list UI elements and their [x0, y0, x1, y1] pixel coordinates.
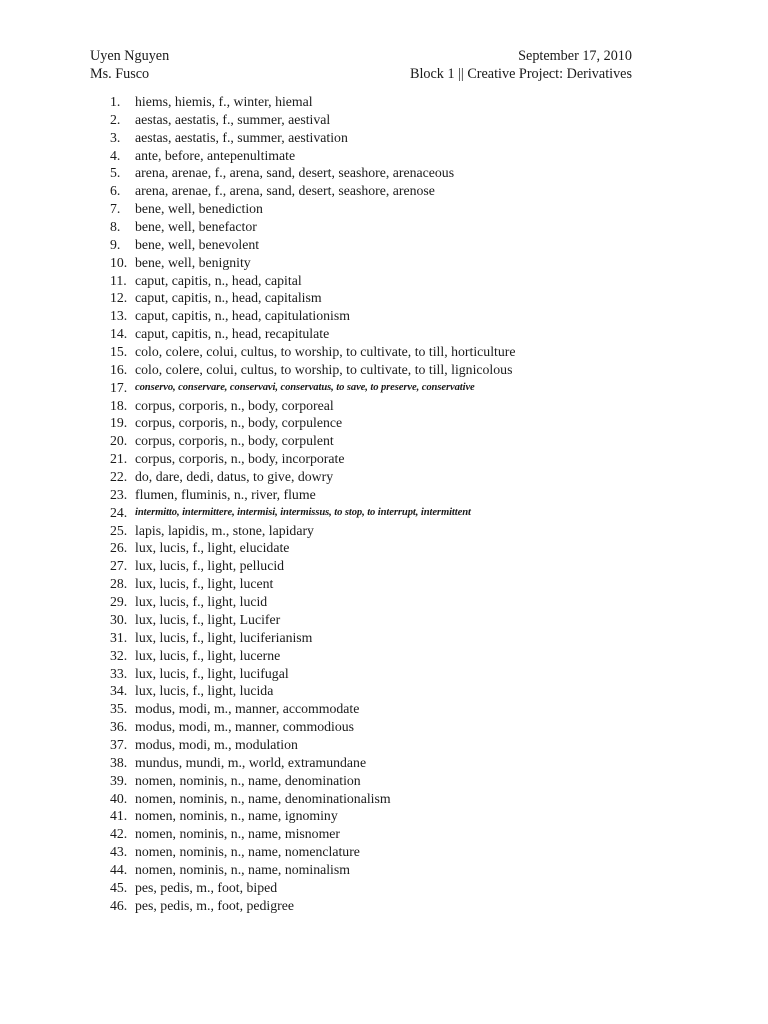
list-item	[110, 307, 515, 325]
item-number: 14.	[110, 326, 128, 342]
item-text: modus, modi, m., manner, commodious	[135, 719, 355, 735]
item-number: 15.	[110, 344, 128, 360]
item-text: nomen, nominis, n., name, denomination	[135, 772, 361, 788]
list-item	[110, 807, 515, 825]
list-item	[110, 825, 515, 843]
item-number: 42.	[110, 826, 128, 842]
item-number: 17.	[110, 379, 128, 395]
item-text: conservo, conservare, conservavi, conservatus, to save, to preserve, conservative	[135, 381, 475, 393]
list-item	[110, 736, 515, 754]
list-item	[110, 289, 515, 307]
list-item	[110, 218, 515, 236]
list-item	[110, 272, 515, 290]
item-number: 45.	[110, 879, 128, 895]
item-number: 37.	[110, 736, 128, 752]
item-number: 41.	[110, 808, 128, 824]
item-text: corpus, corporis, n., body, corpulence	[135, 415, 343, 431]
item-number: 23.	[110, 486, 128, 502]
list-item	[110, 557, 515, 575]
item-text: aestas, aestatis, f., summer, aestivation	[135, 129, 348, 145]
item-text: caput, capitis, n., head, capitulationism	[135, 308, 350, 324]
item-text: pes, pedis, m., foot, biped	[135, 879, 278, 895]
item-text: arena, arenae, f., arena, sand, desert, seashore, arenaceous	[135, 165, 455, 181]
item-number: 3.	[110, 129, 121, 145]
list-item	[110, 397, 515, 415]
item-number: 31.	[110, 629, 128, 645]
header-row-2	[90, 65, 632, 83]
list-item	[110, 200, 515, 218]
item-number: 7.	[110, 201, 121, 217]
item-number: 12.	[110, 290, 128, 306]
item-text: caput, capitis, n., head, capital	[135, 272, 302, 288]
item-number: 24.	[110, 504, 128, 520]
item-number: 5.	[110, 165, 121, 181]
list-item	[110, 611, 515, 629]
item-number: 11.	[110, 272, 127, 288]
student-name: Uyen Nguyen	[90, 48, 170, 64]
derivatives-list	[110, 93, 515, 915]
item-text: lux, lucis, f., light, lucent	[135, 576, 274, 592]
item-text: lux, lucis, f., light, pellucid	[135, 558, 285, 574]
item-number: 38.	[110, 754, 128, 770]
item-text: bene, well, benediction	[135, 201, 263, 217]
item-text: corpus, corporis, n., body, corporeal	[135, 397, 334, 413]
item-number: 27.	[110, 558, 128, 574]
list-item	[110, 539, 515, 557]
item-number: 46.	[110, 897, 128, 913]
item-text: nomen, nominis, n., name, denominationalism	[135, 790, 391, 806]
item-number: 25.	[110, 522, 128, 538]
list-item	[110, 772, 515, 790]
item-text: modus, modi, m., modulation	[135, 736, 298, 752]
item-text: lux, lucis, f., light, lucid	[135, 594, 268, 610]
list-item	[110, 432, 515, 450]
item-text: ante, before, antepenultimate	[135, 147, 296, 163]
item-text: nomen, nominis, n., name, misnomer	[135, 826, 341, 842]
list-item	[110, 379, 515, 397]
list-item	[110, 647, 515, 665]
item-number: 9.	[110, 236, 121, 252]
item-text: lux, lucis, f., light, luciferianism	[135, 629, 313, 645]
list-item	[110, 254, 515, 272]
item-text: hiems, hiemis, f., winter, hiemal	[135, 94, 313, 109]
item-number: 13.	[110, 308, 128, 324]
list-item	[110, 575, 515, 593]
item-number: 18.	[110, 397, 128, 413]
list-item	[110, 129, 515, 147]
item-number: 26.	[110, 540, 128, 556]
item-number: 6.	[110, 183, 121, 199]
item-number: 10.	[110, 254, 128, 270]
item-text: lux, lucis, f., light, lucerne	[135, 647, 281, 663]
item-number: 43.	[110, 844, 128, 860]
list-item	[110, 754, 515, 772]
item-text: lux, lucis, f., light, lucifugal	[135, 665, 289, 681]
item-number: 33.	[110, 665, 128, 681]
list-item	[110, 325, 515, 343]
item-text: colo, colere, colui, cultus, to worship, to cultivate, to till, horticulture	[135, 344, 516, 360]
item-text: pes, pedis, m., foot, pedigree	[135, 897, 295, 913]
item-number: 20.	[110, 433, 128, 449]
item-number: 34.	[110, 683, 128, 699]
item-text: lux, lucis, f., light, elucidate	[135, 540, 290, 556]
block-project-title: Block 1 || Creative Project: Derivatives	[410, 66, 632, 82]
item-text: do, dare, dedi, datus, to give, dowry	[135, 469, 334, 485]
item-number: 28.	[110, 576, 128, 592]
item-number: 44.	[110, 861, 128, 877]
item-text: arena, arenae, f., arena, sand, desert, seashore, arenose	[135, 183, 435, 199]
item-number: 8.	[110, 219, 121, 235]
item-number: 21.	[110, 451, 128, 467]
list-item	[110, 861, 515, 879]
list-item	[110, 361, 515, 379]
item-text: lapis, lapidis, m., stone, lapidary	[135, 522, 314, 538]
item-text: bene, well, benevolent	[135, 236, 260, 252]
item-number: 1.	[110, 94, 121, 109]
list-item	[110, 843, 515, 861]
item-text: caput, capitis, n., head, capitalism	[135, 290, 322, 306]
item-text: mundus, mundi, m., world, extramundane	[135, 754, 367, 770]
item-number: 36.	[110, 719, 128, 735]
list-item	[110, 486, 515, 504]
list-item	[110, 522, 515, 540]
list-item	[110, 450, 515, 468]
item-text: caput, capitis, n., head, recapitulate	[135, 326, 330, 342]
list-item	[110, 790, 515, 808]
list-item	[110, 164, 515, 182]
item-number: 22.	[110, 469, 128, 485]
list-item	[110, 343, 515, 361]
list-item	[110, 682, 515, 700]
list-item	[110, 504, 515, 522]
item-text: bene, well, benignity	[135, 254, 251, 270]
item-number: 39.	[110, 772, 128, 788]
document-header	[90, 47, 632, 83]
item-text: flumen, fluminis, n., river, flume	[135, 486, 316, 502]
item-text: colo, colere, colui, cultus, to worship, to cultivate, to till, lignicolous	[135, 361, 513, 377]
item-number: 16.	[110, 361, 128, 377]
item-number: 4.	[110, 147, 121, 163]
list-item	[110, 182, 515, 200]
list-item	[110, 718, 515, 736]
list-item	[110, 665, 515, 683]
item-text: lux, lucis, f., light, lucida	[135, 683, 274, 699]
list-item	[110, 897, 515, 915]
list-item	[110, 147, 515, 165]
list-item	[110, 593, 515, 611]
item-text: intermitto, intermittere, intermisi, intermissus, to stop, to interrupt, intermittent	[135, 506, 471, 518]
header-row-1	[90, 47, 632, 65]
list-item	[110, 468, 515, 486]
list-item	[110, 236, 515, 254]
item-text: corpus, corporis, n., body, incorporate	[135, 451, 345, 467]
item-number: 35.	[110, 701, 128, 717]
item-text: lux, lucis, f., light, Lucifer	[135, 611, 281, 627]
list-item	[110, 879, 515, 897]
document-date: September 17, 2010	[518, 48, 632, 64]
list-item	[110, 700, 515, 718]
item-text: nomen, nominis, n., name, ignominy	[135, 808, 338, 824]
item-text: aestas, aestatis, f., summer, aestival	[135, 111, 331, 127]
item-text: modus, modi, m., manner, accommodate	[135, 701, 360, 717]
item-text: bene, well, benefactor	[135, 219, 257, 235]
list-item	[110, 93, 515, 111]
list-item	[110, 629, 515, 647]
item-number: 32.	[110, 647, 128, 663]
list-item	[110, 111, 515, 129]
item-number: 40.	[110, 790, 128, 806]
item-number: 19.	[110, 415, 128, 431]
item-text: nomen, nominis, n., name, nomenclature	[135, 844, 360, 860]
item-number: 30.	[110, 611, 128, 627]
teacher-name: Ms. Fusco	[90, 66, 150, 82]
item-number: 2.	[110, 111, 121, 127]
item-number: 29.	[110, 594, 128, 610]
item-text: corpus, corporis, n., body, corpulent	[135, 433, 334, 449]
list-item	[110, 414, 515, 432]
item-text: nomen, nominis, n., name, nominalism	[135, 861, 350, 877]
